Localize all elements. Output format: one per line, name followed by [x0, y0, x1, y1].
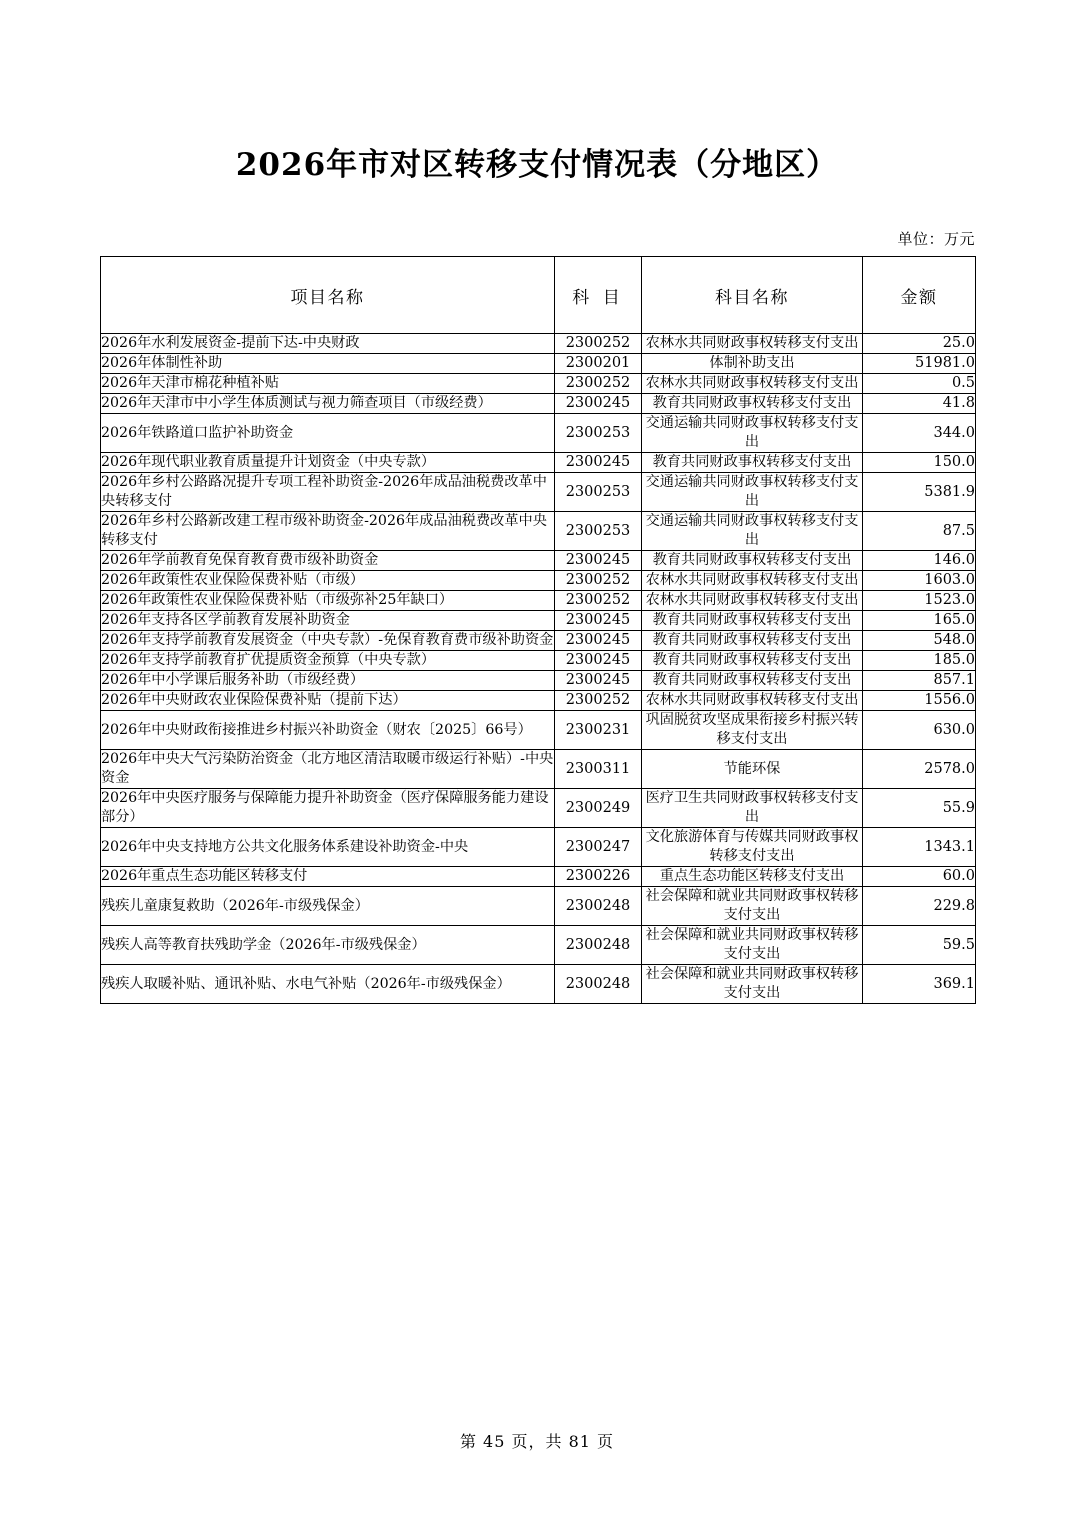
- page-title: 2026年市对区转移支付情况表（分地区）: [235, 147, 839, 183]
- cell-amount: 165.0: [863, 611, 976, 631]
- table-row: [101, 671, 976, 691]
- table-row: [101, 926, 976, 965]
- cell-project-name: 2026年中央医疗服务与保障能力提升补助资金（医疗保障服务能力建设部分）: [101, 789, 555, 828]
- cell-subject-name: 教育共同财政事权转移支付支出: [642, 394, 863, 414]
- table-row: [101, 867, 976, 887]
- table-row: [101, 354, 976, 374]
- cell-subject-name: 农林水共同财政事权转移支付支出: [642, 691, 863, 711]
- table-row: [101, 691, 976, 711]
- cell-subject-name: 教育共同财政事权转移支付支出: [642, 651, 863, 671]
- cell-project-name: 2026年支持学前教育发展资金（中央专款）-免保育教育费市级补助资金: [101, 631, 555, 651]
- table-row: [101, 394, 976, 414]
- cell-subject-name: 农林水共同财政事权转移支付支出: [642, 571, 863, 591]
- cell-project-name: 2026年现代职业教育质量提升计划资金（中央专款）: [101, 453, 555, 473]
- cell-project-name: 2026年学前教育免保育教育费市级补助资金: [101, 551, 555, 571]
- cell-subject-name: 交通运输共同财政事权转移支付支出: [642, 414, 863, 453]
- table-header: [101, 257, 976, 334]
- cell-project-name: 2026年天津市棉花种植补贴: [101, 374, 555, 394]
- cell-subject-name: 社会保障和就业共同财政事权转移支付支出: [642, 887, 863, 926]
- cell-project-name: 2026年水利发展资金-提前下达-中央财政: [101, 334, 555, 354]
- column-header-code: 科 目: [555, 257, 642, 334]
- table-row: [101, 591, 976, 611]
- table-row: [101, 711, 976, 750]
- cell-amount: 185.0: [863, 651, 976, 671]
- cell-amount: 146.0: [863, 551, 976, 571]
- table-row: [101, 611, 976, 631]
- cell-subject-name: 交通运输共同财政事权转移支付支出: [642, 512, 863, 551]
- cell-code: 2300247: [555, 828, 642, 867]
- cell-amount: 59.5: [863, 926, 976, 965]
- cell-project-name: 2026年政策性农业保险保费补贴（市级）: [101, 571, 555, 591]
- cell-code: 2300252: [555, 571, 642, 591]
- table-row: [101, 571, 976, 591]
- cell-project-name: 残疾人高等教育扶残助学金（2026年-市级残保金）: [101, 926, 555, 965]
- cell-code: 2300252: [555, 334, 642, 354]
- cell-amount: 25.0: [863, 334, 976, 354]
- table-row: [101, 651, 976, 671]
- cell-subject-name: 医疗卫生共同财政事权转移支付支出: [642, 789, 863, 828]
- cell-subject-name: 社会保障和就业共同财政事权转移支付支出: [642, 926, 863, 965]
- cell-subject-name: 教育共同财政事权转移支付支出: [642, 611, 863, 631]
- unit-label: 单位：万元: [897, 230, 975, 248]
- column-header-subject-name: 科目名称: [642, 257, 863, 334]
- column-header-project-name: 项目名称: [101, 257, 555, 334]
- cell-subject-name: 农林水共同财政事权转移支付支出: [642, 374, 863, 394]
- column-header-amount: 金额: [863, 257, 976, 334]
- cell-amount: 5381.9: [863, 473, 976, 512]
- cell-subject-name: 教育共同财政事权转移支付支出: [642, 631, 863, 651]
- cell-subject-name: 节能环保: [642, 750, 863, 789]
- cell-subject-name: 重点生态功能区转移支付支出: [642, 867, 863, 887]
- cell-code: 2300226: [555, 867, 642, 887]
- table-row: [101, 887, 976, 926]
- table-row: [101, 750, 976, 789]
- cell-amount: 51981.0: [863, 354, 976, 374]
- table-row: [101, 512, 976, 551]
- cell-project-name: 2026年铁路道口监护补助资金: [101, 414, 555, 453]
- cell-code: 2300245: [555, 453, 642, 473]
- cell-project-name: 2026年乡村公路新改建工程市级补助资金-2026年成品油税费改革中央转移支付: [101, 512, 555, 551]
- table-row: [101, 828, 976, 867]
- transfer-payment-table: [100, 256, 976, 1004]
- cell-subject-name: 文化旅游体育与传媒共同财政事权转移支付支出: [642, 828, 863, 867]
- cell-code: 2300245: [555, 394, 642, 414]
- cell-amount: 2578.0: [863, 750, 976, 789]
- cell-code: 2300248: [555, 965, 642, 1004]
- cell-amount: 630.0: [863, 711, 976, 750]
- cell-amount: 1523.0: [863, 591, 976, 611]
- cell-code: 2300231: [555, 711, 642, 750]
- cell-code: 2300252: [555, 591, 642, 611]
- table-row: [101, 473, 976, 512]
- cell-subject-name: 社会保障和就业共同财政事权转移支付支出: [642, 965, 863, 1004]
- cell-code: 2300245: [555, 551, 642, 571]
- cell-subject-name: 交通运输共同财政事权转移支付支出: [642, 473, 863, 512]
- cell-subject-name: 教育共同财政事权转移支付支出: [642, 453, 863, 473]
- cell-subject-name: 教育共同财政事权转移支付支出: [642, 671, 863, 691]
- cell-code: 2300253: [555, 473, 642, 512]
- cell-code: 2300245: [555, 611, 642, 631]
- cell-code: 2300252: [555, 691, 642, 711]
- cell-code: 2300248: [555, 887, 642, 926]
- table-row: [101, 631, 976, 651]
- cell-amount: 150.0: [863, 453, 976, 473]
- cell-amount: 1343.1: [863, 828, 976, 867]
- cell-project-name: 2026年中央大气污染防治资金（北方地区清洁取暖市级运行补贴）-中央资金: [101, 750, 555, 789]
- cell-code: 2300245: [555, 671, 642, 691]
- cell-amount: 41.8: [863, 394, 976, 414]
- cell-code: 2300245: [555, 631, 642, 651]
- cell-project-name: 2026年乡村公路路况提升专项工程补助资金-2026年成品油税费改革中央转移支付: [101, 473, 555, 512]
- cell-project-name: 残疾儿童康复救助（2026年-市级残保金）: [101, 887, 555, 926]
- cell-subject-name: 体制补助支出: [642, 354, 863, 374]
- cell-project-name: 2026年重点生态功能区转移支付: [101, 867, 555, 887]
- cell-code: 2300252: [555, 374, 642, 394]
- cell-project-name: 2026年支持各区学前教育发展补助资金: [101, 611, 555, 631]
- cell-project-name: 2026年中央支持地方公共文化服务体系建设补助资金-中央: [101, 828, 555, 867]
- table-row: [101, 965, 976, 1004]
- cell-amount: 55.9: [863, 789, 976, 828]
- cell-project-name: 2026年天津市中小学生体质测试与视力筛查项目（市级经费）: [101, 394, 555, 414]
- cell-code: 2300248: [555, 926, 642, 965]
- cell-project-name: 2026年体制性补助: [101, 354, 555, 374]
- cell-subject-name: 农林水共同财政事权转移支付支出: [642, 334, 863, 354]
- cell-amount: 344.0: [863, 414, 976, 453]
- cell-project-name: 残疾人取暖补贴、通讯补贴、水电气补贴（2026年-市级残保金）: [101, 965, 555, 1004]
- cell-project-name: 2026年中小学课后服务补助（市级经费）: [101, 671, 555, 691]
- cell-code: 2300311: [555, 750, 642, 789]
- cell-project-name: 2026年政策性农业保险保费补贴（市级弥补25年缺口）: [101, 591, 555, 611]
- cell-amount: 0.5: [863, 374, 976, 394]
- cell-amount: 87.5: [863, 512, 976, 551]
- cell-amount: 60.0: [863, 867, 976, 887]
- cell-code: 2300249: [555, 789, 642, 828]
- table-row: [101, 453, 976, 473]
- table-row: [101, 374, 976, 394]
- table-row: [101, 414, 976, 453]
- cell-amount: 369.1: [863, 965, 976, 1004]
- cell-project-name: 2026年支持学前教育扩优提质资金预算（中央专款）: [101, 651, 555, 671]
- cell-code: 2300253: [555, 512, 642, 551]
- cell-subject-name: 巩固脱贫攻坚成果衔接乡村振兴转移支付支出: [642, 711, 863, 750]
- table-row: [101, 789, 976, 828]
- table-body: [101, 334, 976, 1004]
- cell-amount: 229.8: [863, 887, 976, 926]
- page-footer: 第 45 页，共 81 页: [459, 1432, 615, 1451]
- cell-project-name: 2026年中央财政农业保险保费补贴（提前下达）: [101, 691, 555, 711]
- cell-amount: 548.0: [863, 631, 976, 651]
- table-header-row: [101, 257, 976, 334]
- cell-amount: 1556.0: [863, 691, 976, 711]
- cell-subject-name: 教育共同财政事权转移支付支出: [642, 551, 863, 571]
- cell-amount: 1603.0: [863, 571, 976, 591]
- table-row: [101, 551, 976, 571]
- table-row: [101, 334, 976, 354]
- cell-project-name: 2026年中央财政衔接推进乡村振兴补助资金（财农〔2025〕66号）: [101, 711, 555, 750]
- cell-subject-name: 农林水共同财政事权转移支付支出: [642, 591, 863, 611]
- cell-code: 2300201: [555, 354, 642, 374]
- cell-amount: 857.1: [863, 671, 976, 691]
- cell-code: 2300253: [555, 414, 642, 453]
- cell-code: 2300245: [555, 651, 642, 671]
